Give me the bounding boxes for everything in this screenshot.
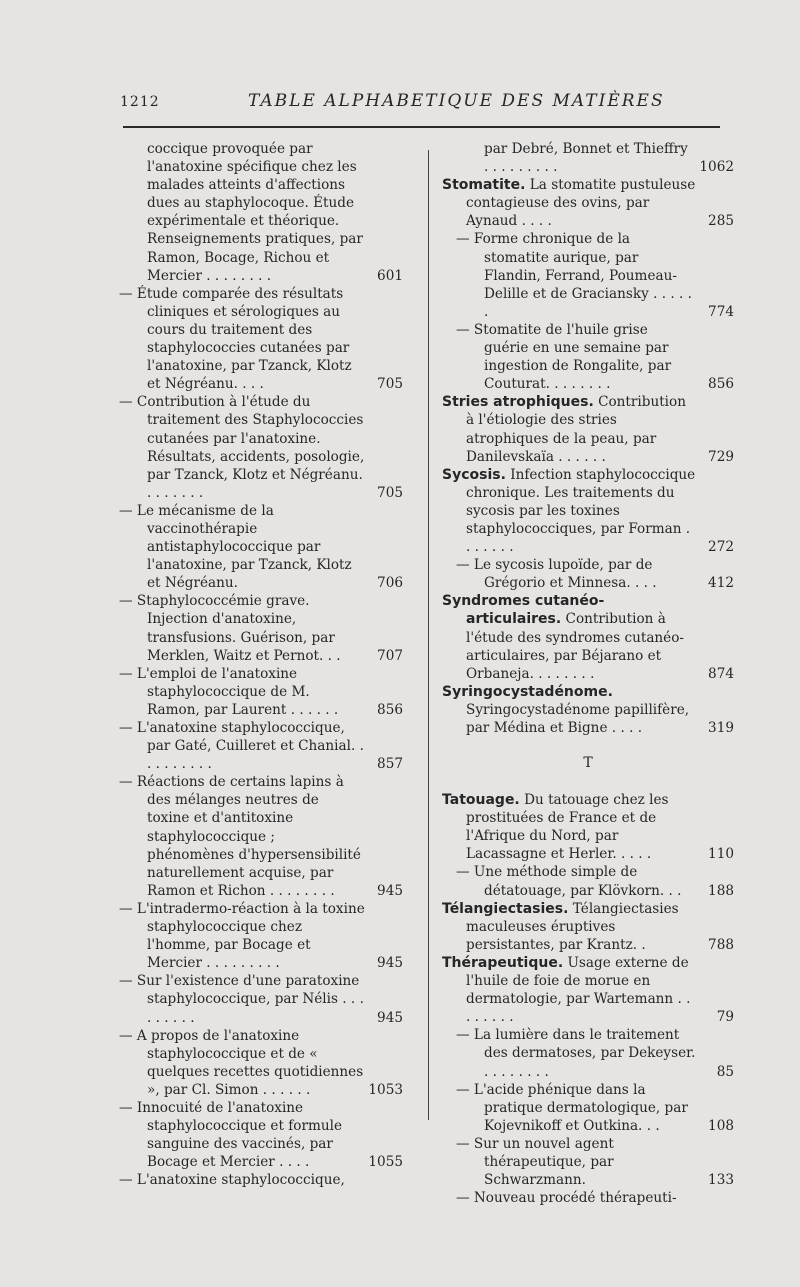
page-reference: 706 [377,575,403,592]
entry-text: — L'anatoxine staphylococcique, par Gaté, Cuilleret et Chanial. . . . . . . . . . [119,720,364,773]
entry-text: — A propos de l'anatoxine staphylococcique et de « quelques recettes quotidiennes », par Cl. Simon . . . . . . [119,1027,364,1098]
page-reference: 85 [716,1063,734,1080]
page-reference: 788 [708,936,734,953]
entry-text: — Forme chronique de la stomatite aurique, par Flandin, Ferrand, Poumeau-Delille et de Graciansky . . . . . . [456,231,692,320]
page-reference: 729 [708,448,734,465]
entry-text: — Contribution à l'étude du traitement des Staphylococcies cutanées par l'anatoxine. Résultats, accidents, posologie, par Tzanck, Klotz et Négréanu. . . . . . . . [119,394,365,501]
index-entry [442,791,734,863]
page-reference: 79 [716,1009,734,1026]
entry-text: — Une méthode simple de détatouage, par Klövkorn. . . [456,864,682,899]
index-entry [442,393,734,465]
entry-text: Télangiectasies maculeuses éruptives persistantes, par Krantz. . [466,900,679,953]
entry-text: Usage externe de l'huile de foie de morue en dermatologie, par Wartemann . . . . . . . . [466,954,691,1026]
page-reference: 133 [708,1172,734,1189]
entry-text: — L'acide phénique dans la pratique dermatologique, par Kojevnikoff et Outkina. . . [456,1081,688,1134]
entry-term: Stries atrophiques. [442,394,594,411]
page-reference: 705 [377,484,403,501]
page-reference: 874 [708,665,734,682]
entry-text: — Sur un nouvel agent thérapeutique, par Schwarzmann. [456,1135,614,1189]
page-reference: 856 [377,701,403,718]
index-entry [105,1099,403,1171]
page-reference: 945 [377,882,403,899]
entry-text: — Stomatite de l'huile grise guérie en une semaine par ingestion de Rongalite, par Couturat. . . . . . . . [456,321,672,393]
index-entry [105,285,403,394]
page-reference: 857 [377,756,403,773]
index-entry [442,230,734,320]
entry-text: — Réactions de certains lapins à des mélanges neutres de toxine et d'antitoxine staphylococcique ; phénomènes d'hypersensibilité naturellement acquise, par Ramon et Richon . . . . . . . . [119,774,361,899]
index-entry [442,140,734,176]
page-reference: 319 [708,720,734,736]
entry-term: Thérapeutique. [442,954,564,971]
page-reference: 705 [377,376,403,393]
entry-text: — L'emploi de l'anatoxine staphylococcique de M. Ramon, par Laurent . . . . . . [119,665,339,718]
entry-text: Infection staphylococcique chronique. Les traitements du sycosis par les toxines staphylococciques, par Forman . . . . . . . [466,466,696,556]
entry-term: Télangiectasies. [442,900,569,917]
page-reference: 272 [708,539,734,556]
section-letter-heading: T [583,755,593,772]
index-entry [442,863,734,899]
index-entry [105,773,403,900]
entry-term: Sycosis. [442,466,506,483]
index-entry [105,393,403,502]
index-entry [105,140,403,285]
running-title: TABLE ALPHABETIQUE DES MATIÈRES [248,91,665,111]
entry-text: Syringocystadénome papillifère, par Médina et Bigne . . . . [466,701,690,736]
page-reference: 774 [708,303,734,320]
entry-text: — Staphylococcémie grave. Injection d'anatoxine, transfusions. Guérison, par Merklen, Waitz et Pernot. . . [119,593,341,664]
page-reference: 707 [377,647,403,664]
column-divider [428,150,429,1120]
index-entry [442,1026,734,1080]
entry-text: La stomatite pustuleuse contagieuse des ovins, par Aynaud . . . . [466,177,696,230]
entry-text: — Le mécanisme de la vaccinothérapie antistaphylococcique par l'anatoxine, par Tzanck, Klotz et Négréanu. [119,502,352,592]
index-entry [442,321,734,393]
index-entry [105,1027,403,1099]
page-reference: 1055 [368,1154,403,1171]
index-entry [442,176,734,230]
page-reference: 188 [708,882,734,899]
index-entry [442,592,734,682]
index-entry [442,1135,734,1189]
left-column [105,140,403,1189]
index-entry [442,556,734,592]
entry-term: Syringocystadénome. [442,683,613,700]
index-entry [442,954,734,1026]
index-entry [105,972,403,1026]
index-entry [105,719,403,773]
header-rule [123,126,720,128]
index-entry [105,502,403,592]
entry-term: Syndromes cutanéo-articulaires. [442,593,605,628]
entry-text: coccique provoquée par l'anatoxine spécifique chez les malades atteints d'affections dues au staphylocoque. Étude expérimentale et théorique. Renseignements pratiques, par Ramon, Bocage, Richou et Mercier . . . . . . . . [147,141,363,284]
right-column [442,140,734,1207]
entry-text: — L'intradermo-réaction à la toxine staphylococcique chez l'homme, par Bocage et Mercier . . . . . . . . . [119,900,365,972]
page-reference: 412 [708,575,734,592]
entry-text: — L'anatoxine staphylococcique, [119,1172,345,1189]
page-reference: 945 [377,955,403,972]
entry-text: — Sur l'existence d'une paratoxine staphylococcique, par Nélis . . . . . . . . . [119,973,364,1026]
page-reference: 945 [377,1009,403,1026]
page-reference: 110 [708,846,734,863]
index-entry [442,466,734,556]
entry-text: Du tatouage chez les prostituées de France et de l'Afrique du Nord, par Lacassagne et Herler. . . . . [466,792,669,863]
page-number: 1212 [120,94,160,110]
page-reference: 1062 [699,159,734,176]
index-entry [442,900,734,954]
entry-text: — Étude comparée des résultats cliniques et sérologiques au cours du traitement des staphylococcies cutanées par l'anatoxine, par Tzanck, Klotz et Négréanu. . . . [119,285,352,393]
entry-text: — La lumière dans le traitement des dermatoses, par Dekeyser. . . . . . . . . [456,1027,696,1080]
index-entry [105,665,403,719]
page-reference: 1053 [368,1081,403,1098]
index-entry [105,1171,403,1189]
entry-text: par Debré, Bonnet et Thieffry . . . . . . . . . [484,141,688,176]
entry-text: — Nouveau procédé thérapeuti- [456,1190,677,1207]
page-reference: 601 [377,267,403,284]
entry-term: Tatouage. [442,792,520,809]
entry-term: Stomatite. [442,177,526,194]
index-entry [442,1189,734,1207]
entry-text: — Le sycosis lupoïde, par de Grégorio et Minnesa. . . . [456,557,657,592]
page-reference: 285 [708,213,734,230]
entry-text: Contribution à l'étude des syndromes cutanéo-articulaires, par Béjarano et Orbaneja. . . . . . . . [466,611,684,682]
entry-text: Contribution à l'étiologie des stries atrophiques de la peau, par Danilevskaïa . . . . . . [466,394,686,465]
entry-text: — Innocuité de l'anatoxine staphylococcique et formule sanguine des vaccinés, par Bocage et Mercier . . . . [119,1099,342,1171]
page-reference: 856 [708,376,734,393]
index-entry [442,1081,734,1135]
index-entry [105,592,403,664]
page-reference: 108 [708,1117,734,1134]
index-entry [105,900,403,972]
index-entry [442,683,734,737]
